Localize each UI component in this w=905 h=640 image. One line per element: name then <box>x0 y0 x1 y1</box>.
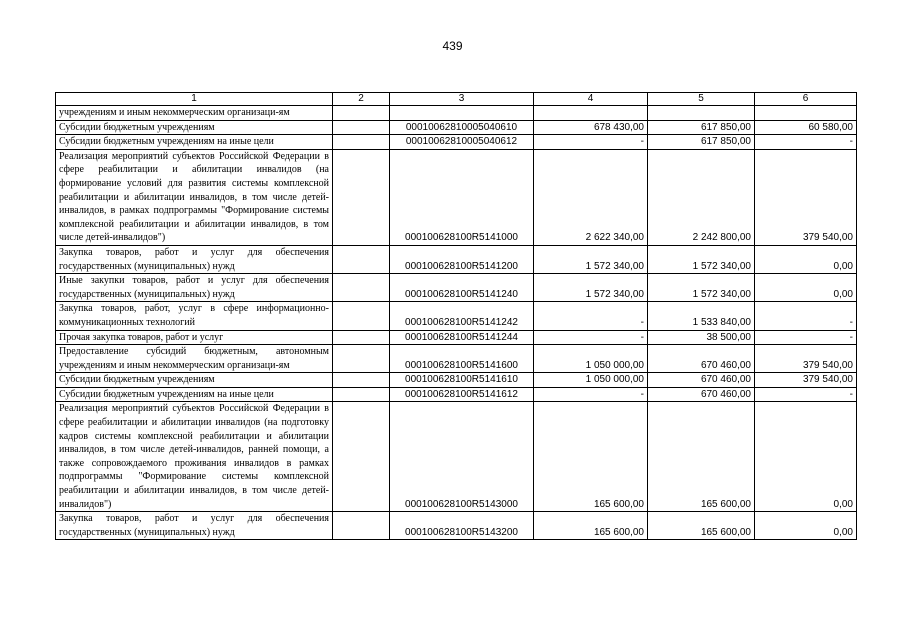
amount-column-6: 0,00 <box>755 402 857 512</box>
amount-column-4: 678 430,00 <box>534 120 648 135</box>
table-row <box>56 402 857 512</box>
amount-column-4: 1 050 000,00 <box>534 373 648 388</box>
row-description: Иные закупки товаров, работ и услуг для обеспечения государственных (муниципальных) нужд <box>56 274 333 302</box>
amount-column-5: 670 460,00 <box>648 373 755 388</box>
amount-column-4: 1 050 000,00 <box>534 345 648 373</box>
amount-column-4: - <box>534 330 648 345</box>
table-row <box>56 135 857 150</box>
table-row <box>56 345 857 373</box>
amount-column-6: - <box>755 302 857 330</box>
budget-code: 00010062810005040610 <box>390 120 534 135</box>
budget-code: 000100628100R5141240 <box>390 274 534 302</box>
row-description: Субсидии бюджетным учреждениям на иные цели <box>56 135 333 150</box>
table-row <box>56 387 857 402</box>
amount-column-5: 1 533 840,00 <box>648 302 755 330</box>
amount-column-4: - <box>534 135 648 150</box>
header-row <box>56 93 857 106</box>
budget-code: 000100628100R5143200 <box>390 512 534 540</box>
column-header: 1 <box>56 93 333 106</box>
budget-code: 000100628100R5141244 <box>390 330 534 345</box>
budget-code: 000100628100R5143000 <box>390 402 534 512</box>
amount-column-6: 0,00 <box>755 512 857 540</box>
budget-code: 000100628100R5141200 <box>390 245 534 273</box>
amount-column-5: 670 460,00 <box>648 345 755 373</box>
row-description: Предоставление субсидий бюджетным, автономным учреждениям и иным некоммерческим организаци-ям <box>56 345 333 373</box>
table-row <box>56 106 857 121</box>
budget-code: 000100628100R5141000 <box>390 149 534 245</box>
page-number: 439 <box>442 39 463 53</box>
row-description: Закупка товаров, работ, услуг в сфере информационно-коммуникационных технологий <box>56 302 333 330</box>
row-column-2 <box>333 373 390 388</box>
amount-column-6: 379 540,00 <box>755 373 857 388</box>
column-header: 2 <box>333 93 390 106</box>
budget-table <box>55 92 857 540</box>
column-header: 3 <box>390 93 534 106</box>
amount-column-6: - <box>755 135 857 150</box>
budget-code: 000100628100R5141600 <box>390 345 534 373</box>
budget-code: 000100628100R5141612 <box>390 387 534 402</box>
row-column-2 <box>333 245 390 273</box>
column-header: 4 <box>534 93 648 106</box>
amount-column-5: 165 600,00 <box>648 402 755 512</box>
row-column-2 <box>333 345 390 373</box>
row-column-2 <box>333 106 390 121</box>
amount-column-6: 0,00 <box>755 274 857 302</box>
amount-column-5: 2 242 800,00 <box>648 149 755 245</box>
amount-column-4: - <box>534 302 648 330</box>
amount-column-5: 38 500,00 <box>648 330 755 345</box>
budget-code: 000100628100R5141242 <box>390 302 534 330</box>
amount-column-6: 0,00 <box>755 245 857 273</box>
table-row <box>56 120 857 135</box>
amount-column-6: - <box>755 330 857 345</box>
amount-column-6: 379 540,00 <box>755 345 857 373</box>
amount-column-6: 379 540,00 <box>755 149 857 245</box>
table-row <box>56 149 857 245</box>
row-column-2 <box>333 387 390 402</box>
amount-column-5: 617 850,00 <box>648 120 755 135</box>
amount-column-5 <box>648 106 755 121</box>
row-description: Субсидии бюджетным учреждениям <box>56 373 333 388</box>
amount-column-6: - <box>755 387 857 402</box>
amount-column-6: 60 580,00 <box>755 120 857 135</box>
amount-column-5: 165 600,00 <box>648 512 755 540</box>
column-header: 5 <box>648 93 755 106</box>
row-description: Закупка товаров, работ и услуг для обеспечения государственных (муниципальных) нужд <box>56 245 333 273</box>
row-column-2 <box>333 135 390 150</box>
row-description: Закупка товаров, работ и услуг для обеспечения государственных (муниципальных) нужд <box>56 512 333 540</box>
amount-column-4: - <box>534 387 648 402</box>
amount-column-4: 165 600,00 <box>534 402 648 512</box>
amount-column-5: 1 572 340,00 <box>648 245 755 273</box>
amount-column-5: 1 572 340,00 <box>648 274 755 302</box>
row-description: Субсидии бюджетным учреждениям <box>56 120 333 135</box>
amount-column-5: 617 850,00 <box>648 135 755 150</box>
budget-code: 000100628100R5141610 <box>390 373 534 388</box>
row-description: Субсидии бюджетным учреждениям на иные цели <box>56 387 333 402</box>
row-column-2 <box>333 512 390 540</box>
table-row <box>56 512 857 540</box>
table-row <box>56 245 857 273</box>
row-column-2 <box>333 120 390 135</box>
amount-column-5: 670 460,00 <box>648 387 755 402</box>
table-row <box>56 330 857 345</box>
row-column-2 <box>333 274 390 302</box>
row-column-2 <box>333 149 390 245</box>
row-column-2 <box>333 402 390 512</box>
amount-column-4: 1 572 340,00 <box>534 274 648 302</box>
row-description: учреждениям и иным некоммерческим организаци-ям <box>56 106 333 121</box>
row-column-2 <box>333 302 390 330</box>
table-row <box>56 274 857 302</box>
table-row <box>56 373 857 388</box>
budget-code: 00010062810005040612 <box>390 135 534 150</box>
amount-column-6 <box>755 106 857 121</box>
row-description: Прочая закупка товаров, работ и услуг <box>56 330 333 345</box>
amount-column-4: 165 600,00 <box>534 512 648 540</box>
amount-column-4 <box>534 106 648 121</box>
amount-column-4: 2 622 340,00 <box>534 149 648 245</box>
budget-code <box>390 106 534 121</box>
column-header: 6 <box>755 93 857 106</box>
row-column-2 <box>333 330 390 345</box>
amount-column-4: 1 572 340,00 <box>534 245 648 273</box>
table-row <box>56 302 857 330</box>
row-description: Реализация мероприятий субъектов Российской Федерации в сфере реабилитации и абилитации инвалидов (на формирование условий для развития системы комплексной реабилитации и абилитации инвалидов, в том числе детей-инвалидов, в рамках подпрограммы "Формирование системы комплексной реабилитации и абилитации инвалидов, в том числе детей-инвалидов") <box>56 149 333 245</box>
row-description: Реализация мероприятий субъектов Российской Федерации в сфере реабилитации и абилитации инвалидов (на подготовку кадров системы комплексной реабилитации и абилитации инвалидов, в том числе детей-инвалидов, ранней помощи, а также сопровождаемого проживания инвалидов в рамках подпрограммы "Формирование системы комплексной реабилитации и абилитации инвалидов, в том числе детей-инвалидов") <box>56 402 333 512</box>
